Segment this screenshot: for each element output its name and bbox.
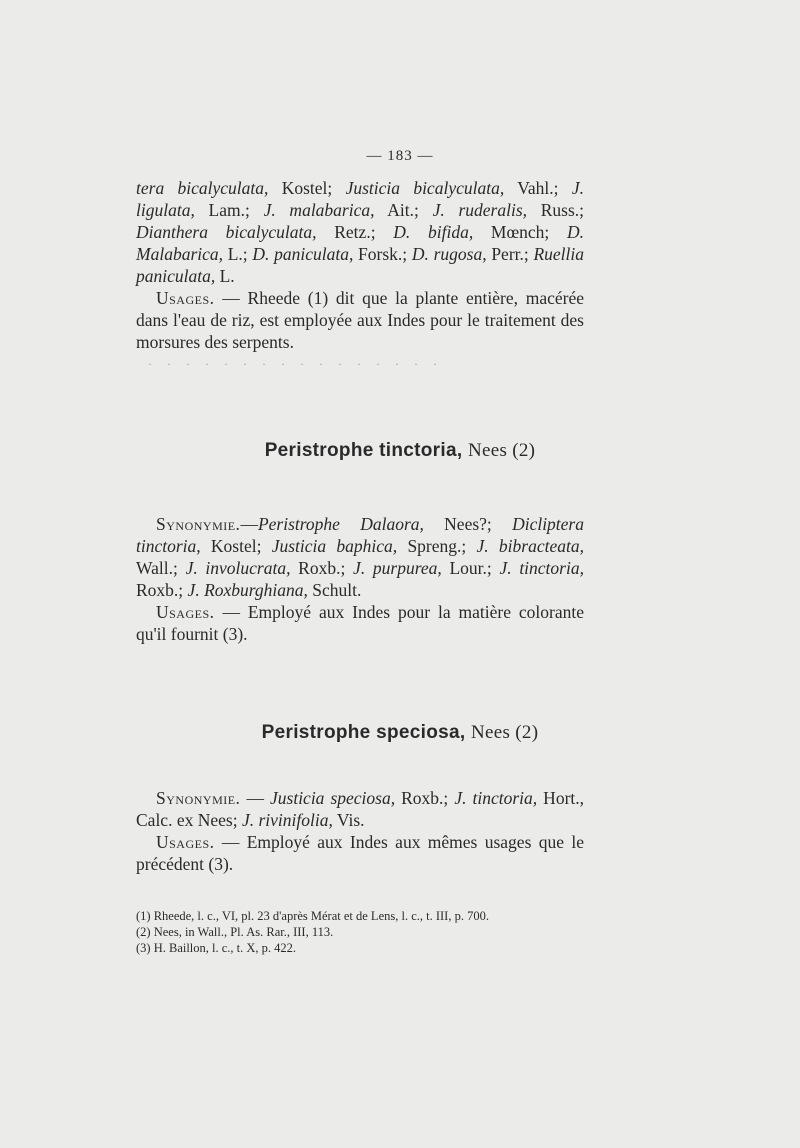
usages-text: — Employé aux Indes aux mêmes usages que le précédent (3). <box>136 832 584 874</box>
usages-label: Usages. <box>156 832 215 852</box>
entry-2-text <box>136 513 584 645</box>
author-ref: L.; <box>223 244 253 264</box>
author-ref: Hort., Calc. ex Nees; <box>136 788 585 830</box>
entry-1-usages <box>136 287 584 353</box>
synonym-name: J. Roxburghiana, <box>187 580 308 600</box>
author-ref: Schult. <box>307 580 362 600</box>
author-ref: Nees?; <box>423 514 513 534</box>
synonymie-label: Synonymie. <box>156 514 241 534</box>
synonym-name: D. paniculata, <box>252 244 354 264</box>
footnote: (2) Nees, in Wall., Pl. As. Rar., III, 113. <box>136 925 334 939</box>
synonym-name: J. tinctoria, <box>454 788 538 808</box>
species-title: Peristrophe speciosa, <box>261 722 466 743</box>
synonym-name: J. ligulata, <box>136 178 585 220</box>
entry-3-text <box>136 787 584 875</box>
author-ref: Roxb.; <box>395 788 455 808</box>
author-ref: Spreng.; <box>397 536 477 556</box>
footnote: (3) H. Baillon, l. c., t. X, p. 422. <box>136 941 297 955</box>
entry-1-synonyms <box>136 177 584 287</box>
author-ref: Kostel; <box>268 178 346 198</box>
footnotes <box>136 908 596 956</box>
synonym-name: J. malabarica, <box>263 200 375 220</box>
species-heading <box>50 440 750 462</box>
page-number: — 183 — <box>366 148 434 164</box>
synonymie-label: Synonymie. <box>156 788 241 808</box>
synonym-name: Justicia bicalyculata, <box>345 178 505 198</box>
author-ref: Lam.; <box>194 200 264 220</box>
synonym-name: J. rivinifolia, <box>241 810 333 830</box>
ink-specks: · · · · · · · · · · · · · · · · <box>148 357 443 371</box>
synonym-name: Justicia speciosa, <box>270 788 396 808</box>
usages-label: Usages. <box>156 602 215 622</box>
author-ref: Kostel; <box>200 536 272 556</box>
usages-label: Usages. <box>156 288 215 308</box>
species-heading <box>50 722 750 744</box>
synonym-name: J. tinctoria, <box>499 558 584 578</box>
species-title: Peristrophe tinctoria, <box>264 440 463 461</box>
author-ref: Perr.; <box>491 244 534 264</box>
synonym-name: J. bibracteata, <box>476 536 584 556</box>
synonym-name: Dianthera bicalyculata, <box>136 222 317 242</box>
usages-text: — Rheede (1) dit que la plante entière, macérée dans l'eau de riz, est employée aux Indes pour le traitement des morsures des serpents. <box>136 288 584 352</box>
synonym-name: J. purpurea, <box>353 558 442 578</box>
synonym-name: D. rugosa, <box>411 244 487 264</box>
author-ref: L. <box>215 266 235 286</box>
author-ref: Vis. <box>332 810 365 830</box>
author-ref: Russ.; <box>540 200 584 220</box>
author-ref: Wall.; <box>136 558 186 578</box>
author-ref: Retz.; <box>316 222 394 242</box>
author-ref: Roxb.; <box>290 558 354 578</box>
author-ref: Mœnch; <box>473 222 550 242</box>
synonym-name: Dicliptera tinctoria, <box>136 514 584 556</box>
synonym-name: D. Malabarica, <box>136 222 584 264</box>
entry-2-synonyms <box>136 513 584 601</box>
synonym-name: tera bicalyculata, <box>136 178 269 198</box>
usages-text: — Employé aux Indes pour la matière colorante qu'il fournit (3). <box>136 602 584 644</box>
author-ref: Roxb.; <box>136 580 188 600</box>
dash: — <box>240 514 258 534</box>
entry-3-synonyms <box>136 787 584 831</box>
author-ref: Forsk.; <box>353 244 412 264</box>
dash: — <box>240 788 270 808</box>
entry-3-usages <box>136 831 584 875</box>
author-ref: Vahl.; <box>504 178 559 198</box>
synonym-name: Peristrophe Dalaora, <box>257 514 424 534</box>
species-author: Nees (2) <box>468 440 536 461</box>
synonym-name: J. ruderalis, <box>432 200 527 220</box>
footnote: (1) Rheede, l. c., VI, pl. 23 d'après Mérat et de Lens, l. c., t. III, p. 700. <box>136 909 489 923</box>
synonym-name: D. bifida, <box>393 222 474 242</box>
species-author: Nees (2) <box>471 722 539 743</box>
author-ref: Ait.; <box>374 200 433 220</box>
entry-2-usages <box>136 601 584 645</box>
entry-1-text <box>136 177 584 353</box>
author-ref: Lour.; <box>441 558 500 578</box>
synonym-name: Justicia baphica, <box>271 536 398 556</box>
synonym-name: J. involucrata, <box>185 558 291 578</box>
synonym-name: Ruellia paniculata, <box>136 244 584 286</box>
